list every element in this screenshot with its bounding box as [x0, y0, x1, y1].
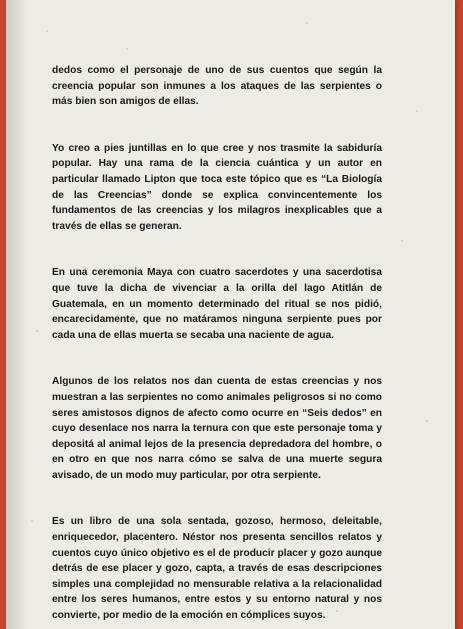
paragraph-3: En una ceremonia Maya con cuatro sacerdotes y una sacerdotisa que tuve la dicha de vivenciar a la orilla del lago Atitlán de Guatemala, en un momento determinado del ritual se nos pidió, encarecidamente, que no matáramos ninguna serpiente pues por cada una de ellas muerta se secaba una naciente de agua. [52, 267, 382, 341]
paragraph-5: Es un libro de una sola sentada, gozoso, hermoso, deleitable, enriquecedor, placentero. Néstor nos presenta sencillos relatos y cuentos cuyo único objetivo es el de producir placer y gozo aunque detrás de ese placer y gozo, capta, a través de esas descripciones simples una complejidad no mensurable relativa a la relacionalidad entre los seres humanos, entre estos y su entorno natural y nos convierte, por medio de la emoción en cómplices suyos. [52, 516, 382, 622]
paper-speck [416, 110, 418, 112]
paragraph-1: dedos como el personaje de uno de sus cuentos que según la creencia popular son inmunes a los ataques de las serpientes o más bien son amigos de ellas. [52, 65, 382, 108]
paragraph-4: Algunos de los relatos nos dan cuenta de estas creencias y nos muestran a las serpientes no como animales peligrosos si no como seres amistosos dignos de afecto como ocurre en “Seis dedos” en cuyo desenlace nos narra la ternura con que este personaje toma y depositá al animal lejos de la presencia depredadora del hombre, o en otro en que nos narra cómo se salva de una muerte segura avisado, de un modo muy particular, por otra serpiente. [52, 376, 382, 481]
paper-speck [401, 240, 403, 242]
paper-speck [31, 520, 33, 522]
paragraph-2: Yo creo a pies juntillas en lo que cree y nos trasmite la sabiduría popular. Hay una rama de la ciencia cuántica y un autor en particular llamado Lipton que toca este tópico que es “La Biología de las Creencias” donde se explica convincentemente los fundamentos de las creencias y los milagros inexplicables que a través de ellas se generan. [52, 142, 382, 232]
book-page [6, 0, 455, 629]
paper-speck [46, 30, 48, 32]
page-fold-shadow [6, 0, 28, 629]
paper-speck [306, 22, 308, 24]
paper-speck [126, 48, 128, 50]
paper-speck [36, 330, 38, 332]
page-text [52, 63, 382, 624]
paper-speck [426, 420, 428, 422]
